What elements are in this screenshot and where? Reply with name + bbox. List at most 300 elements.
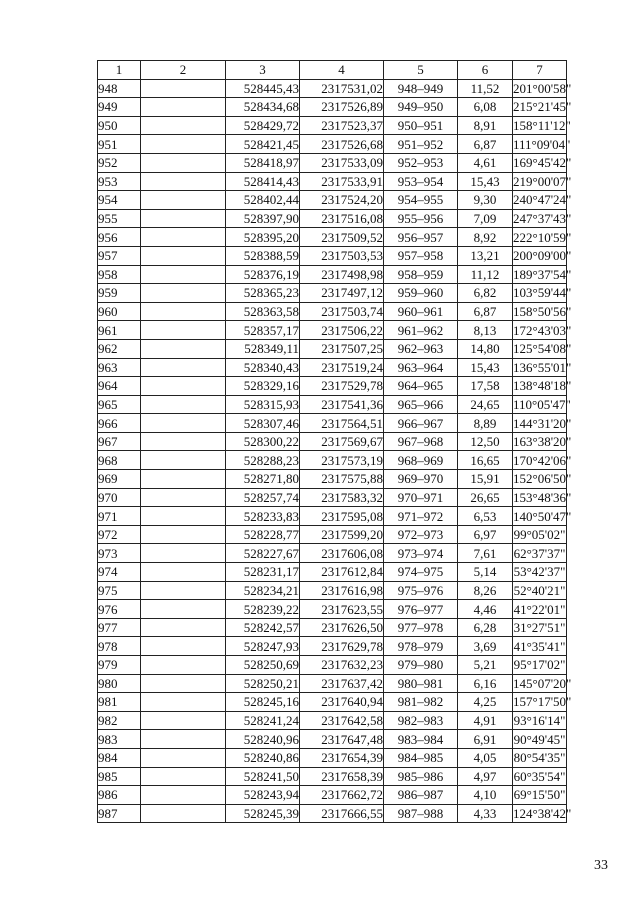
table-row bbox=[98, 581, 567, 600]
y-coordinate-cell: 2317612,84 bbox=[300, 563, 384, 582]
point-number-cell: 987 bbox=[98, 804, 141, 823]
x-coordinate-cell: 528395,20 bbox=[226, 228, 300, 247]
segment-cell: 981–982 bbox=[384, 693, 458, 712]
segment-cell: 982–983 bbox=[384, 711, 458, 730]
table-row bbox=[98, 451, 567, 470]
table-row bbox=[98, 284, 567, 303]
distance-cell: 6,16 bbox=[458, 674, 513, 693]
segment-cell: 970–971 bbox=[384, 488, 458, 507]
distance-cell: 6,91 bbox=[458, 730, 513, 749]
x-coordinate-cell: 528257,74 bbox=[226, 488, 300, 507]
table-row bbox=[98, 748, 567, 767]
segment-cell: 952–953 bbox=[384, 153, 458, 172]
bearing-cell: 222°10'59" bbox=[513, 229, 572, 245]
empty-cell bbox=[141, 377, 226, 396]
x-coordinate-cell: 528240,86 bbox=[226, 748, 300, 767]
distance-cell: 11,12 bbox=[458, 265, 513, 284]
empty-cell bbox=[141, 748, 226, 767]
y-coordinate-cell: 2317569,67 bbox=[300, 432, 384, 451]
bearing-cell: 110°05'47" bbox=[513, 396, 571, 412]
x-coordinate-cell: 528414,43 bbox=[226, 172, 300, 191]
column-header: 5 bbox=[384, 61, 458, 80]
empty-cell bbox=[141, 153, 226, 172]
x-coordinate-cell: 528227,67 bbox=[226, 544, 300, 563]
point-number-cell: 952 bbox=[98, 153, 141, 172]
table-row bbox=[98, 525, 567, 544]
bearing-cell: 60°35'54" bbox=[513, 768, 566, 784]
y-coordinate-cell: 2317531,02 bbox=[300, 79, 384, 98]
point-number-cell: 977 bbox=[98, 618, 141, 637]
column-header: 2 bbox=[141, 61, 226, 80]
distance-cell: 24,65 bbox=[458, 395, 513, 414]
x-coordinate-cell: 528271,80 bbox=[226, 470, 300, 489]
y-coordinate-cell: 2317509,52 bbox=[300, 228, 384, 247]
segment-cell: 979–980 bbox=[384, 656, 458, 675]
x-coordinate-cell: 528231,17 bbox=[226, 563, 300, 582]
table-row bbox=[98, 172, 567, 191]
x-coordinate-cell: 528365,23 bbox=[226, 284, 300, 303]
distance-cell: 4,10 bbox=[458, 786, 513, 805]
bearing-cell: 80°54'35" bbox=[513, 750, 566, 766]
x-coordinate-cell: 528307,46 bbox=[226, 414, 300, 433]
point-number-cell: 984 bbox=[98, 748, 141, 767]
bearing-cell: 95°17'02" bbox=[513, 657, 566, 673]
bearing-cell: 124°38'42" bbox=[513, 806, 572, 822]
distance-cell: 15,43 bbox=[458, 358, 513, 377]
table-row bbox=[98, 470, 567, 489]
empty-cell bbox=[141, 488, 226, 507]
segment-cell: 987–988 bbox=[384, 804, 458, 823]
y-coordinate-cell: 2317623,55 bbox=[300, 600, 384, 619]
bearing-cell: 138°48'18" bbox=[513, 378, 572, 394]
bearing-cell: 103°59'44" bbox=[513, 285, 572, 301]
segment-cell: 976–977 bbox=[384, 600, 458, 619]
bearing-cell: 41°22'01" bbox=[513, 601, 566, 617]
column-header: 1 bbox=[98, 61, 141, 80]
point-number-cell: 953 bbox=[98, 172, 141, 191]
segment-cell: 949–950 bbox=[384, 98, 458, 117]
point-number-cell: 962 bbox=[98, 339, 141, 358]
x-coordinate-cell: 528388,59 bbox=[226, 246, 300, 265]
y-coordinate-cell: 2317642,58 bbox=[300, 711, 384, 730]
distance-cell: 4,97 bbox=[458, 767, 513, 786]
table-row bbox=[98, 693, 567, 712]
distance-cell: 15,43 bbox=[458, 172, 513, 191]
y-coordinate-cell: 2317541,36 bbox=[300, 395, 384, 414]
empty-cell bbox=[141, 395, 226, 414]
segment-cell: 954–955 bbox=[384, 191, 458, 210]
distance-cell: 9,30 bbox=[458, 191, 513, 210]
segment-cell: 980–981 bbox=[384, 674, 458, 693]
empty-cell bbox=[141, 674, 226, 693]
bearing-cell: 172°43'03" bbox=[513, 322, 572, 338]
segment-cell: 950–951 bbox=[384, 116, 458, 135]
empty-cell bbox=[141, 470, 226, 489]
page-number: 33 bbox=[594, 858, 608, 873]
segment-cell: 983–984 bbox=[384, 730, 458, 749]
empty-cell bbox=[141, 451, 226, 470]
table-row bbox=[98, 432, 567, 451]
y-coordinate-cell: 2317640,94 bbox=[300, 693, 384, 712]
table-row bbox=[98, 414, 567, 433]
x-coordinate-cell: 528250,69 bbox=[226, 656, 300, 675]
distance-cell: 13,21 bbox=[458, 246, 513, 265]
table-row bbox=[98, 358, 567, 377]
distance-cell: 6,97 bbox=[458, 525, 513, 544]
empty-cell bbox=[141, 618, 226, 637]
y-coordinate-cell: 2317498,98 bbox=[300, 265, 384, 284]
table-row bbox=[98, 79, 567, 98]
table-row bbox=[98, 98, 567, 117]
y-coordinate-cell: 2317533,09 bbox=[300, 153, 384, 172]
point-number-cell: 982 bbox=[98, 711, 141, 730]
y-coordinate-cell: 2317523,37 bbox=[300, 116, 384, 135]
segment-cell: 948–949 bbox=[384, 79, 458, 98]
distance-cell: 12,50 bbox=[458, 432, 513, 451]
segment-cell: 971–972 bbox=[384, 507, 458, 526]
segment-cell: 986–987 bbox=[384, 786, 458, 805]
empty-cell bbox=[141, 581, 226, 600]
empty-cell bbox=[141, 135, 226, 154]
bearing-cell: 153°48'36" bbox=[513, 489, 572, 505]
table-body bbox=[98, 79, 572, 823]
bearing-cell: 125°54'08" bbox=[513, 341, 572, 357]
empty-cell bbox=[141, 786, 226, 805]
y-coordinate-cell: 2317533,91 bbox=[300, 172, 384, 191]
x-coordinate-cell: 528250,21 bbox=[226, 674, 300, 693]
y-coordinate-cell: 2317666,55 bbox=[300, 804, 384, 823]
empty-cell bbox=[141, 525, 226, 544]
segment-cell: 967–968 bbox=[384, 432, 458, 451]
distance-cell: 6,53 bbox=[458, 507, 513, 526]
x-coordinate-cell: 528245,16 bbox=[226, 693, 300, 712]
bearing-cell: 136°55'01" bbox=[513, 359, 572, 375]
bearing-cell: 140°50'47" bbox=[513, 508, 572, 524]
bearing-cell: 247°37'43" bbox=[513, 211, 572, 227]
point-number-cell: 981 bbox=[98, 693, 141, 712]
distance-cell: 6,28 bbox=[458, 618, 513, 637]
x-coordinate-cell: 528234,21 bbox=[226, 581, 300, 600]
y-coordinate-cell: 2317503,53 bbox=[300, 246, 384, 265]
table-row bbox=[98, 321, 567, 340]
y-coordinate-cell: 2317654,39 bbox=[300, 748, 384, 767]
bearing-cell: 144°31'20" bbox=[513, 415, 572, 431]
y-coordinate-cell: 2317632,23 bbox=[300, 656, 384, 675]
segment-cell: 955–956 bbox=[384, 209, 458, 228]
empty-cell bbox=[141, 339, 226, 358]
x-coordinate-cell: 528240,96 bbox=[226, 730, 300, 749]
table-row bbox=[98, 563, 567, 582]
distance-cell: 14,80 bbox=[458, 339, 513, 358]
empty-cell bbox=[141, 116, 226, 135]
point-number-cell: 955 bbox=[98, 209, 141, 228]
y-coordinate-cell: 2317526,68 bbox=[300, 135, 384, 154]
distance-cell: 11,52 bbox=[458, 79, 513, 98]
y-coordinate-cell: 2317616,98 bbox=[300, 581, 384, 600]
x-coordinate-cell: 528445,43 bbox=[226, 79, 300, 98]
empty-cell bbox=[141, 600, 226, 619]
y-coordinate-cell: 2317573,19 bbox=[300, 451, 384, 470]
segment-cell: 974–975 bbox=[384, 563, 458, 582]
x-coordinate-cell: 528247,93 bbox=[226, 637, 300, 656]
coordinates-table bbox=[97, 60, 572, 823]
segment-cell: 968–969 bbox=[384, 451, 458, 470]
empty-cell bbox=[141, 284, 226, 303]
point-number-cell: 972 bbox=[98, 525, 141, 544]
bearing-cell: 215°21'45" bbox=[513, 99, 572, 115]
table-row bbox=[98, 711, 567, 730]
point-number-cell: 976 bbox=[98, 600, 141, 619]
y-coordinate-cell: 2317519,24 bbox=[300, 358, 384, 377]
table-row bbox=[98, 600, 567, 619]
point-number-cell: 961 bbox=[98, 321, 141, 340]
table-row bbox=[98, 302, 567, 321]
x-coordinate-cell: 528245,39 bbox=[226, 804, 300, 823]
distance-cell: 6,82 bbox=[458, 284, 513, 303]
x-coordinate-cell: 528418,97 bbox=[226, 153, 300, 172]
column-header: 6 bbox=[458, 61, 513, 80]
segment-cell: 965–966 bbox=[384, 395, 458, 414]
table-row bbox=[98, 656, 567, 675]
distance-cell: 7,09 bbox=[458, 209, 513, 228]
empty-cell bbox=[141, 98, 226, 117]
point-number-cell: 983 bbox=[98, 730, 141, 749]
empty-cell bbox=[141, 711, 226, 730]
bearing-cell: 52°40'21" bbox=[513, 582, 566, 598]
bearing-cell: 145°07'20" bbox=[513, 675, 572, 691]
segment-cell: 951–952 bbox=[384, 135, 458, 154]
segment-cell: 966–967 bbox=[384, 414, 458, 433]
y-coordinate-cell: 2317564,51 bbox=[300, 414, 384, 433]
bearing-cell: 158°11'12" bbox=[513, 118, 571, 134]
bearing-cell: 158°50'56" bbox=[513, 304, 572, 320]
bearing-cell: 219°00'07" bbox=[513, 173, 572, 189]
point-number-cell: 948 bbox=[98, 79, 141, 98]
empty-cell bbox=[141, 432, 226, 451]
empty-cell bbox=[141, 767, 226, 786]
bearing-cell: 41°35'41" bbox=[513, 638, 566, 654]
table-row bbox=[98, 637, 567, 656]
empty-cell bbox=[141, 79, 226, 98]
point-number-cell: 969 bbox=[98, 470, 141, 489]
empty-cell bbox=[141, 265, 226, 284]
table-row bbox=[98, 786, 567, 805]
bearing-cell: 90°49'45" bbox=[513, 731, 566, 747]
table-row bbox=[98, 246, 567, 265]
point-number-cell: 975 bbox=[98, 581, 141, 600]
distance-cell: 17,58 bbox=[458, 377, 513, 396]
segment-cell: 964–965 bbox=[384, 377, 458, 396]
table-row bbox=[98, 209, 567, 228]
table-row bbox=[98, 265, 567, 284]
table-row bbox=[98, 377, 567, 396]
point-number-cell: 951 bbox=[98, 135, 141, 154]
empty-cell bbox=[141, 209, 226, 228]
point-number-cell: 964 bbox=[98, 377, 141, 396]
segment-cell: 969–970 bbox=[384, 470, 458, 489]
x-coordinate-cell: 528241,50 bbox=[226, 767, 300, 786]
empty-cell bbox=[141, 246, 226, 265]
distance-cell: 4,91 bbox=[458, 711, 513, 730]
segment-cell: 963–964 bbox=[384, 358, 458, 377]
bearing-cell: 170°42'06" bbox=[513, 452, 572, 468]
bearing-cell: 240°47'24" bbox=[513, 192, 572, 208]
table-row bbox=[98, 191, 567, 210]
segment-cell: 972–973 bbox=[384, 525, 458, 544]
table-row bbox=[98, 153, 567, 172]
segment-cell: 984–985 bbox=[384, 748, 458, 767]
distance-cell: 8,13 bbox=[458, 321, 513, 340]
distance-cell: 3,69 bbox=[458, 637, 513, 656]
distance-cell: 15,91 bbox=[458, 470, 513, 489]
y-coordinate-cell: 2317516,08 bbox=[300, 209, 384, 228]
segment-cell: 961–962 bbox=[384, 321, 458, 340]
bearing-cell: 93°16'14" bbox=[513, 713, 566, 729]
x-coordinate-cell: 528243,94 bbox=[226, 786, 300, 805]
distance-cell: 4,25 bbox=[458, 693, 513, 712]
distance-cell: 4,05 bbox=[458, 748, 513, 767]
point-number-cell: 960 bbox=[98, 302, 141, 321]
point-number-cell: 980 bbox=[98, 674, 141, 693]
empty-cell bbox=[141, 656, 226, 675]
table-row bbox=[98, 730, 567, 749]
distance-cell: 4,46 bbox=[458, 600, 513, 619]
y-coordinate-cell: 2317507,25 bbox=[300, 339, 384, 358]
bearing-cell: 99°05'02" bbox=[513, 527, 566, 543]
y-coordinate-cell: 2317506,22 bbox=[300, 321, 384, 340]
bearing-cell: 62°37'37" bbox=[513, 545, 566, 561]
x-coordinate-cell: 528233,83 bbox=[226, 507, 300, 526]
table-row bbox=[98, 507, 567, 526]
point-number-cell: 974 bbox=[98, 563, 141, 582]
x-coordinate-cell: 528349,11 bbox=[226, 339, 300, 358]
column-header: 7 bbox=[513, 61, 567, 80]
empty-cell bbox=[141, 191, 226, 210]
x-coordinate-cell: 528402,44 bbox=[226, 191, 300, 210]
table-row bbox=[98, 228, 567, 247]
empty-cell bbox=[141, 563, 226, 582]
segment-cell: 953–954 bbox=[384, 172, 458, 191]
point-number-cell: 959 bbox=[98, 284, 141, 303]
y-coordinate-cell: 2317629,78 bbox=[300, 637, 384, 656]
bearing-cell: 69°15'50" bbox=[513, 787, 566, 803]
point-number-cell: 963 bbox=[98, 358, 141, 377]
distance-cell: 6,08 bbox=[458, 98, 513, 117]
point-number-cell: 970 bbox=[98, 488, 141, 507]
segment-cell: 960–961 bbox=[384, 302, 458, 321]
y-coordinate-cell: 2317626,50 bbox=[300, 618, 384, 637]
table-row bbox=[98, 116, 567, 135]
bearing-cell: 53°42'37" bbox=[513, 564, 566, 580]
table-row bbox=[98, 767, 567, 786]
distance-cell: 8,91 bbox=[458, 116, 513, 135]
empty-cell bbox=[141, 637, 226, 656]
distance-cell: 4,61 bbox=[458, 153, 513, 172]
empty-cell bbox=[141, 544, 226, 563]
distance-cell: 8,92 bbox=[458, 228, 513, 247]
empty-cell bbox=[141, 804, 226, 823]
bearing-cell: 201°00'58" bbox=[513, 80, 572, 96]
x-coordinate-cell: 528376,19 bbox=[226, 265, 300, 284]
distance-cell: 6,87 bbox=[458, 135, 513, 154]
x-coordinate-cell: 528239,22 bbox=[226, 600, 300, 619]
point-number-cell: 954 bbox=[98, 191, 141, 210]
empty-cell bbox=[141, 321, 226, 340]
header-row bbox=[98, 61, 567, 80]
point-number-cell: 986 bbox=[98, 786, 141, 805]
y-coordinate-cell: 2317637,42 bbox=[300, 674, 384, 693]
y-coordinate-cell: 2317595,08 bbox=[300, 507, 384, 526]
y-coordinate-cell: 2317575,88 bbox=[300, 470, 384, 489]
x-coordinate-cell: 528340,43 bbox=[226, 358, 300, 377]
empty-cell bbox=[141, 358, 226, 377]
segment-cell: 973–974 bbox=[384, 544, 458, 563]
x-coordinate-cell: 528315,93 bbox=[226, 395, 300, 414]
segment-cell: 959–960 bbox=[384, 284, 458, 303]
bearing-cell: 111°09'04" bbox=[513, 136, 571, 152]
y-coordinate-cell: 2317662,72 bbox=[300, 786, 384, 805]
y-coordinate-cell: 2317606,08 bbox=[300, 544, 384, 563]
segment-cell: 957–958 bbox=[384, 246, 458, 265]
empty-cell bbox=[141, 172, 226, 191]
segment-cell: 958–959 bbox=[384, 265, 458, 284]
distance-cell: 4,33 bbox=[458, 804, 513, 823]
bearing-cell: 31°27'51" bbox=[513, 620, 566, 636]
segment-cell: 962–963 bbox=[384, 339, 458, 358]
point-number-cell: 956 bbox=[98, 228, 141, 247]
x-coordinate-cell: 528421,45 bbox=[226, 135, 300, 154]
segment-cell: 978–979 bbox=[384, 637, 458, 656]
distance-cell: 5,21 bbox=[458, 656, 513, 675]
distance-cell: 16,65 bbox=[458, 451, 513, 470]
point-number-cell: 985 bbox=[98, 767, 141, 786]
empty-cell bbox=[141, 228, 226, 247]
point-number-cell: 967 bbox=[98, 432, 141, 451]
table-row bbox=[98, 395, 567, 414]
x-coordinate-cell: 528329,16 bbox=[226, 377, 300, 396]
distance-cell: 8,89 bbox=[458, 414, 513, 433]
y-coordinate-cell: 2317529,78 bbox=[300, 377, 384, 396]
x-coordinate-cell: 528228,77 bbox=[226, 525, 300, 544]
x-coordinate-cell: 528300,22 bbox=[226, 432, 300, 451]
y-coordinate-cell: 2317583,32 bbox=[300, 488, 384, 507]
x-coordinate-cell: 528288,23 bbox=[226, 451, 300, 470]
segment-cell: 985–986 bbox=[384, 767, 458, 786]
bearing-cell: 169°45'42" bbox=[513, 155, 572, 171]
bearing-cell: 157°17'50" bbox=[513, 694, 572, 710]
y-coordinate-cell: 2317503,74 bbox=[300, 302, 384, 321]
table-row bbox=[98, 339, 567, 358]
column-header: 4 bbox=[300, 61, 384, 80]
distance-cell: 6,87 bbox=[458, 302, 513, 321]
y-coordinate-cell: 2317658,39 bbox=[300, 767, 384, 786]
y-coordinate-cell: 2317526,89 bbox=[300, 98, 384, 117]
segment-cell: 956–957 bbox=[384, 228, 458, 247]
x-coordinate-cell: 528357,17 bbox=[226, 321, 300, 340]
bearing-cell: 163°38'20" bbox=[513, 434, 572, 450]
point-number-cell: 966 bbox=[98, 414, 141, 433]
empty-cell bbox=[141, 507, 226, 526]
table-row bbox=[98, 618, 567, 637]
x-coordinate-cell: 528434,68 bbox=[226, 98, 300, 117]
bearing-cell: 189°37'54" bbox=[513, 266, 572, 282]
y-coordinate-cell: 2317524,20 bbox=[300, 191, 384, 210]
table-row bbox=[98, 488, 567, 507]
x-coordinate-cell: 528397,90 bbox=[226, 209, 300, 228]
point-number-cell: 979 bbox=[98, 656, 141, 675]
x-coordinate-cell: 528363,58 bbox=[226, 302, 300, 321]
point-number-cell: 968 bbox=[98, 451, 141, 470]
